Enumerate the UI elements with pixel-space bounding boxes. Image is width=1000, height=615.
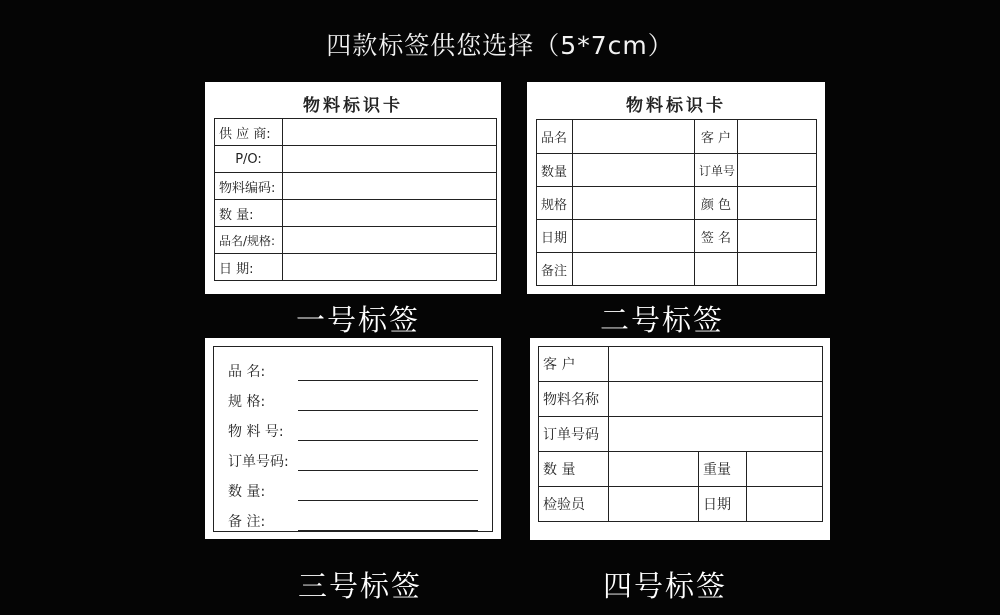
field-blank [283,146,497,173]
table-row [215,146,497,173]
field-label: 数 量: [228,484,266,500]
field-blank [738,154,817,187]
field-blank [738,220,817,253]
card1-caption: 一号标签 [295,303,420,337]
label-card-2 [527,82,825,294]
field-label: 重量 [699,452,747,487]
field-blank [695,253,738,286]
field-label: P/O: [215,146,283,173]
field-label: 颜 色 [695,187,738,220]
field-blank [609,487,699,522]
field-blank [747,487,823,522]
field-blank [609,452,699,487]
table-row [539,417,823,452]
table-row [539,487,823,522]
field-blank [283,200,497,227]
field-blank [609,347,823,382]
field-label: 供 应 商: [215,119,283,146]
field-label: 客 户 [695,120,738,154]
field-label: 品 名: [228,364,266,380]
field-label: 订单号 [695,154,738,187]
table-row [215,119,497,146]
field-blank [283,173,497,200]
field-label: 数 量: [215,200,283,227]
table-row [537,154,817,187]
label-card-4 [530,338,830,540]
field-blank [609,382,823,417]
list-item [228,441,478,471]
field-blank [573,253,695,286]
field-label: 品名/规格: [215,227,283,254]
field-label: 物料名称 [539,382,609,417]
field-blank [283,227,497,254]
field-label: 备 注: [228,514,266,530]
field-label: 规 格: [228,394,266,410]
card-title: 物料标识卡 [626,96,726,116]
field-label: 订单号码: [228,454,289,470]
card-title: 物料标识卡 [303,96,403,116]
field-blank [747,452,823,487]
list-item [228,381,478,411]
fill-line [298,392,478,411]
table-row [537,220,817,253]
field-blank [738,120,817,154]
field-label: 订单号码 [539,417,609,452]
list-item [228,501,478,531]
fill-line [298,422,478,441]
table-row [539,347,823,382]
field-label: 日期 [699,487,747,522]
table-row [215,254,497,281]
list-item [228,411,478,441]
field-label: 客 户 [539,347,609,382]
list-item [228,471,478,501]
card3-frame [213,346,493,532]
field-blank [283,254,497,281]
field-blank [573,220,695,253]
page-title: 四款标签供您选择（5*7cm） [326,31,674,60]
field-label: 检验员 [539,487,609,522]
table-row [537,187,817,220]
field-blank [609,417,823,452]
field-label: 日期 [537,220,573,253]
table-row [539,452,823,487]
field-label: 规格 [537,187,573,220]
label-card-3 [205,338,501,539]
field-label: 数 量 [539,452,609,487]
field-label: 数量 [537,154,573,187]
field-blank [573,187,695,220]
card4-caption: 四号标签 [602,569,727,603]
list-item [228,351,478,381]
field-label: 签 名 [695,220,738,253]
table-row [215,200,497,227]
table-row [537,253,817,286]
card2-caption: 二号标签 [599,303,724,337]
field-blank [573,120,695,154]
card2-table [536,119,817,286]
field-blank [283,119,497,146]
field-blank [738,187,817,220]
table-row [539,382,823,417]
card4-table [538,346,823,522]
card3-caption: 三号标签 [297,569,422,603]
field-blank [738,253,817,286]
field-label: 日 期: [215,254,283,281]
card1-table [214,118,497,281]
table-row [215,227,497,254]
field-blank [573,154,695,187]
fill-line [298,512,478,531]
field-label: 物 料 号: [228,424,284,440]
fill-line [298,482,478,501]
table-row [537,120,817,154]
label-card-1 [205,82,501,294]
fill-line [298,452,478,471]
field-label: 品名 [537,120,573,154]
field-label: 物料编码: [215,173,283,200]
fill-line [298,362,478,381]
table-row [215,173,497,200]
field-label: 备注 [537,253,573,286]
